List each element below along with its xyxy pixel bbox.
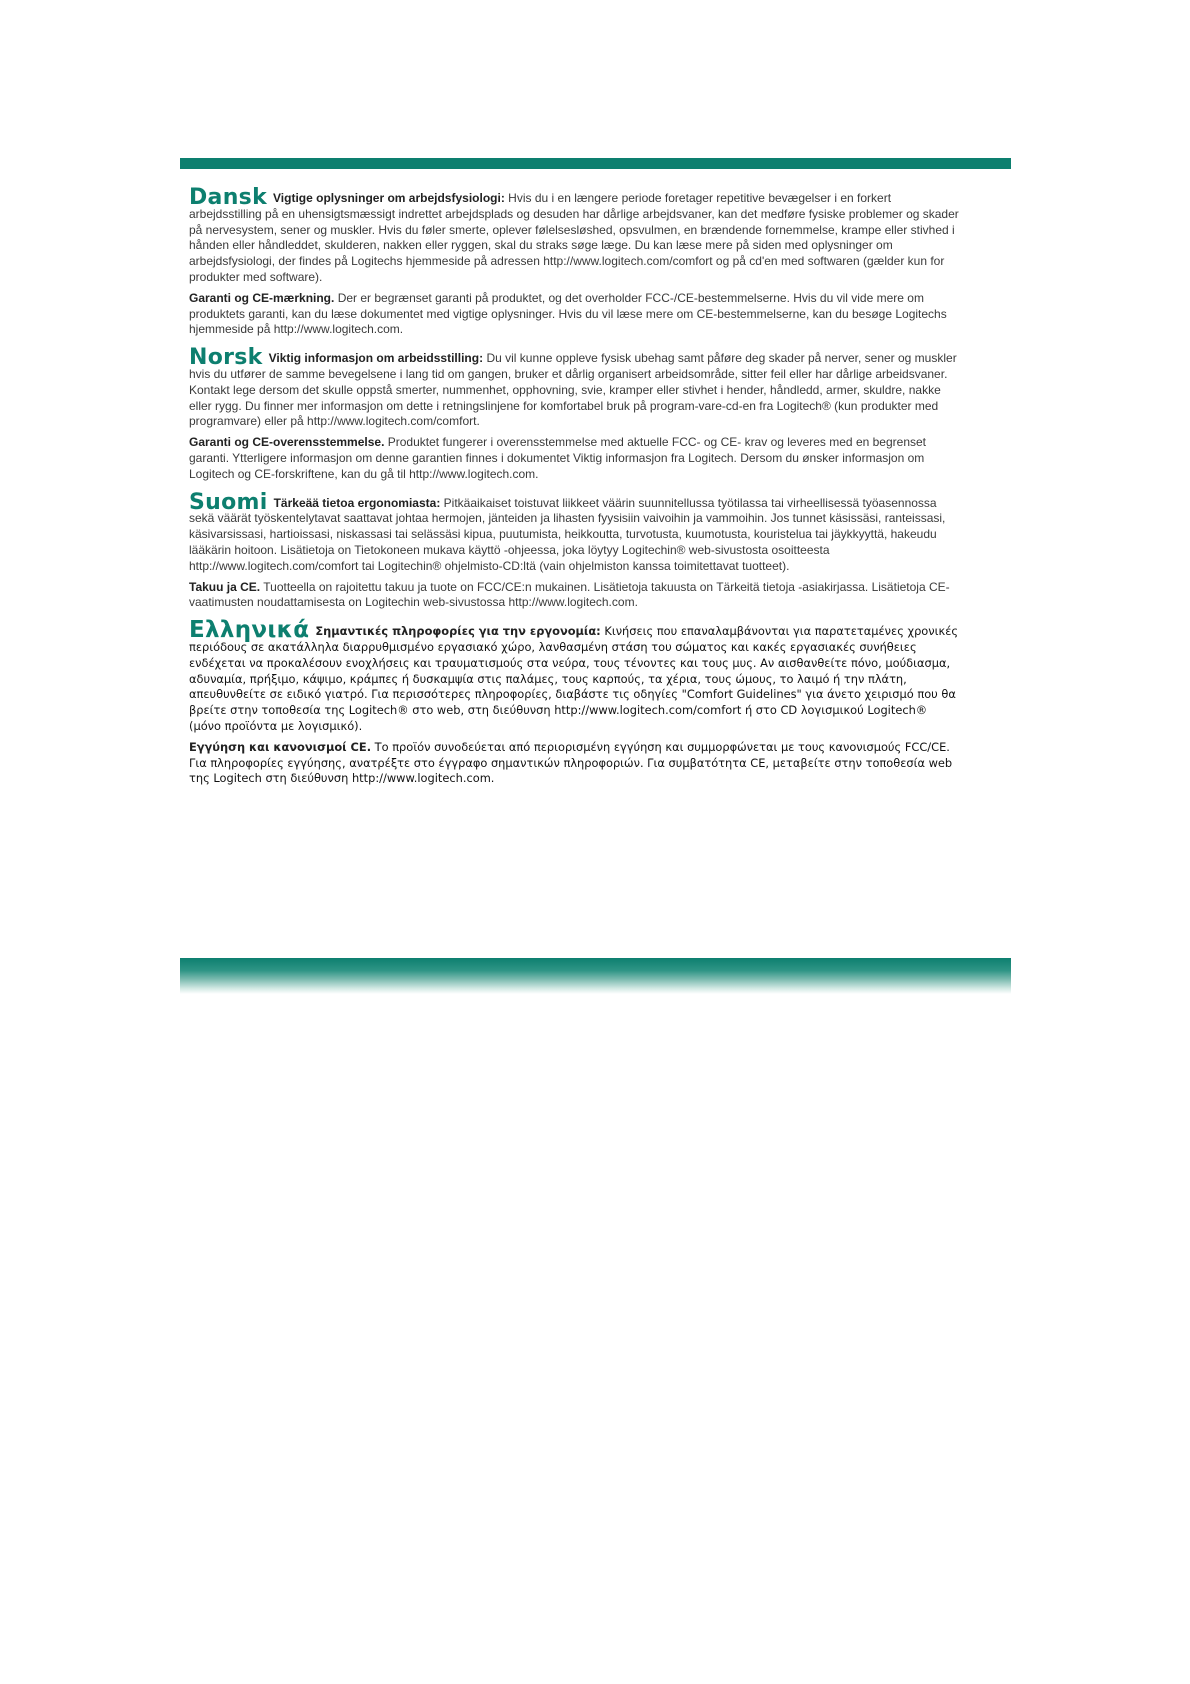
warranty-text: Tuotteella on rajoitettu takuu ja tuote on FCC/CE:n mukainen. Lisätietoja takuusta on Tärkeitä tietoja -asiakirjassa. Lisätietoja CE-vaatimusten noudattamisesta on Logitechin web-sivustossa http://www.logitech.com. [189,579,950,610]
ergonomics-text: Κινήσεις που επαναλαμβάνονται για παρατεταμένες χρονικές περιόδους σε ακατάλληλα διαρρυθμισμένο εργασιακό χώρο, λανθασμένη στάση του σώματος και κακές εργασιακές συνήθειες ενδέχεται να προκαλέσουν ενοχλήσεις και τραυματισμούς στα νεύρα, τους τένοντες και τους μυς. Αν αισθανθείτε πόνο, μούδιασμα, αδυναμία, πρήξιμο, κάψιμο, κράμπες ή δυσκαμψία στις παλάμες, τους καρπούς, τα χέρια, τους ώμους, το λαιμό ή την πλάτη, απευθυνθείτε σε ειδικό γιατρό. Για περισσότερες πληροφορίες, διαβάστε τις οδηγίες "Comfort Guidelines" για άνετο χειρισμό που θα βρείτε στην τοποθεσία της Logitech® στο web, στη διεύθυνση http://www.logitech.com/comfort ή στο CD λογισμικού Logitech® (μόνο προϊόντα με λογισμικό). [189,624,959,733]
ergonomics-heading: Viktig informasjon om arbeidsstilling: [268,351,484,366]
language-title: Dansk [189,185,267,210]
warranty-paragraph [189,580,961,612]
warranty-heading: Garanti og CE-mærkning. [189,290,335,305]
ergonomics-paragraph [189,617,961,735]
ergonomics-paragraph [189,345,961,430]
warranty-paragraph [189,291,961,338]
bottom-green-band [180,958,1011,994]
ergonomics-text: Hvis du i en længere periode foretager repetitive bevægelser i en forkert arbejdsstilling på en uhensigtsmæssigt indrettet arbejdsplads og desuden har dårlige arbejdsvaner, kan det medføre fysiske problemer og skader på nervesystem, sener og muskler. Hvis du føler smerte, oplever følelsesløshed, opsvulmen, en brændende fornemmelse, krampe eller stivhed i hånden eller håndleddet, skulderen, nakken eller ryggen, skal du straks søge læge. Du kan læse mere på siden med oplysninger om arbejdsfysiologi, der findes på Logitechs hjemmeside på adressen http://www.logitech.com/comfort og på cd'en med softwaren (gælder kun for produkter med software). [189,191,959,284]
ergonomics-heading: Vigtige oplysninger om arbejdsfysiologi: [273,191,505,205]
ergonomics-text: Du vil kunne oppleve fysisk ubehag samt påføre deg skader på nerver, sener og muskler hvis du utfører de samme bevegelsene i lang tid om gangen, bruker et dårlig organisert arbeidsområde, sitter feil eller har dårlige arbeidsvaner. Kontakt lege dersom det skulle oppstå smerter, nummenhet, opphovning, svie, kramper eller stivhet i hender, håndledd, armer, skuldre, nakke eller rygg. Du finner mer informasjon om dette i retningslinjene for komfortabel bruk på program-vare-cd-en fra Logitech® (kun produkter med programvare) eller på http://www.logitech.com/comfort. [189,351,957,429]
ergonomics-heading: Tärkeää tietoa ergonomiasta: [273,495,441,510]
document-body [189,185,961,799]
warranty-paragraph [189,435,961,482]
warranty-heading: Εγγύηση και κανονισμοί CE. [189,739,372,754]
section-suomi [189,489,961,612]
top-green-band [180,158,1011,169]
ergonomics-paragraph [189,489,961,575]
ergonomics-heading: Σημαντικές πληροφορίες για την εργονομία: [315,624,601,639]
language-title: Ελληνικά [189,617,310,644]
language-title: Norsk [189,345,263,371]
warranty-text: Το προϊόν συνοδεύεται από περιορισμένη εγγύηση και συμμορφώνεται με τους κανονισμούς FCC/CE. Για πληροφορίες εγγύησης, ανατρέξτε στο έγγραφο σημαντικών πληροφοριών. Για συμβατότητα CE, μεταβείτε στην τοποθεσία web της Logitech στη διεύθυνση http://www.logitech.com. [189,739,953,786]
warranty-heading: Takuu ja CE. [189,579,261,594]
warranty-paragraph [189,740,961,787]
warranty-heading: Garanti og CE-overensstemmelse. [189,435,385,450]
section-norsk [189,345,961,482]
warranty-text: Der er begrænset garanti på produktet, og det overholder FCC-/CE-bestemmelserne. Hvis du vil vide mere om produktets garanti, kan du læse dokumentet med vigtige oplysninger. Hvis du vil læse mere om CE-bestemmelserne, kan du besøge Logitechs hjemmeside på http://www.logitech.com. [189,290,947,337]
ergonomics-paragraph [189,185,961,286]
section-ellinika [189,617,961,787]
warranty-text: Produktet fungerer i overensstemmelse med aktuelle FCC- og CE- krav og leveres med en begrenset garanti. Ytterligere informasjon om denne garantien finnes i dokumentet Viktig informasjon fra Logitech. Dersom du ønsker informasjon om Logitech og CE-forskriftene, kan du gå til http://www.logitech.com. [189,435,926,481]
section-dansk [189,185,961,338]
language-title: Suomi [189,489,268,515]
ergonomics-text: Pitkäaikaiset toistuvat liikkeet väärin suunnitellussa työtilassa tai virheellisessä työasennossa sekä väärät työskentelytavat saattavat johtaa hermojen, jänteiden ja lihasten fyysisiin vaivoihin ja vammoihin. Jos tunnet käsissäsi, ranteissasi, käsivarsissasi, hartioissasi, niskassasi tai selässäsi kipua, puutumista, heikkoutta, turvotusta, kuumotusta, kouristelua tai jäykkyyttä, hakeudu lääkärin hoitoon. Lisätietoja on Tietokoneen mukava käyttö -ohjeessa, joka löytyy Logitechin® web-sivustosta osoitteesta http://www.logitech.com/comfort tai Logitechin® ohjelmisto-CD:ltä (vain ohjelmiston kanssa toimitettavat tuotteet). [189,495,946,573]
